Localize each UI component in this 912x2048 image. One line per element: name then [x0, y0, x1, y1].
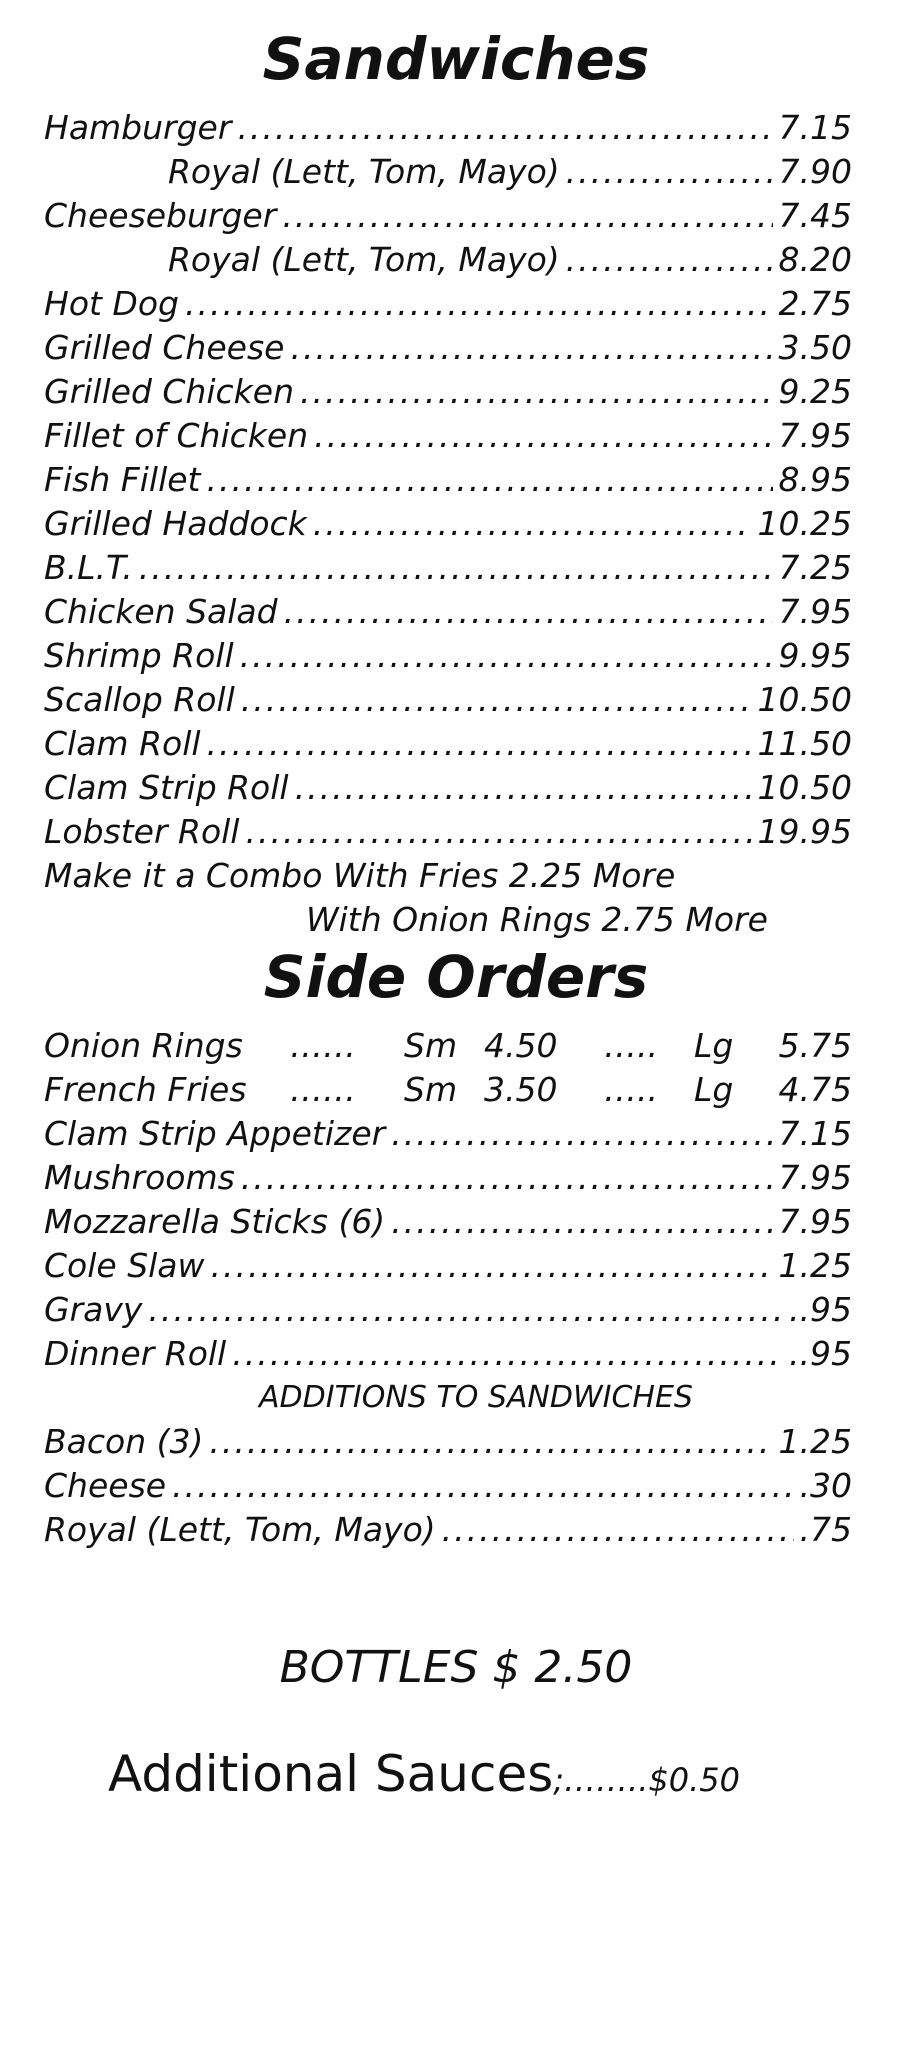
menu-item [44, 724, 852, 764]
menu-item [44, 108, 852, 148]
item-price: 7.90 [778, 152, 852, 191]
menu-item [44, 284, 852, 324]
item-name: Clam Strip Appetizer [44, 1114, 386, 1153]
item-price: 19.95 [757, 812, 852, 851]
item-name: Cheese [44, 1466, 167, 1505]
item-name: Royal (Lett, Tom, Mayo) [168, 240, 560, 279]
menu-item [44, 416, 852, 456]
leader-dots [245, 812, 751, 852]
leader-dots [209, 1422, 772, 1462]
leader-dots [442, 1510, 794, 1550]
leader-dots [282, 196, 772, 236]
item-name: Grilled Cheese [44, 328, 285, 367]
item-name: Clam Strip Roll [44, 768, 289, 807]
leader-dots [295, 768, 752, 808]
item-price: 3.50 [778, 328, 852, 367]
item-price: 9.25 [778, 372, 852, 411]
menu-item [168, 240, 852, 280]
menu-item [44, 1114, 852, 1154]
menu-item [44, 812, 852, 852]
size-small-label: Sm [404, 1026, 458, 1065]
leader-dots [232, 1334, 783, 1374]
additions-heading: ADDITIONS TO SANDWICHES [259, 1380, 693, 1415]
leader-dots: ….. [604, 1070, 658, 1109]
leader-dots [300, 372, 773, 412]
leader-dots [207, 724, 752, 764]
item-price: 11.50 [757, 724, 852, 763]
item-name: Scallop Roll [44, 680, 235, 719]
menu-item [44, 768, 852, 808]
large-price: 5.75 [778, 1026, 852, 1065]
item-price: 7.15 [778, 1114, 852, 1153]
leader-dots [284, 592, 773, 632]
large-price: 4.75 [778, 1070, 852, 1109]
item-name: Grilled Chicken [44, 372, 294, 411]
menu-item [44, 1334, 852, 1374]
item-name: French Fries [44, 1070, 247, 1109]
small-price: 3.50 [484, 1070, 558, 1109]
item-price: ..95 [789, 1334, 852, 1373]
leader-dots [241, 680, 752, 720]
combo-note-onion-rings: With Onion Rings 2.75 More [306, 900, 768, 939]
item-price: .30 [799, 1466, 852, 1505]
menu-item [44, 196, 852, 236]
leader-dots: ….. [604, 1026, 658, 1065]
item-price: ..95 [789, 1290, 852, 1329]
item-name: Bacon (3) [44, 1422, 204, 1461]
small-price: 4.50 [484, 1026, 558, 1065]
item-name: Mushrooms [44, 1158, 235, 1197]
menu-item [44, 1422, 852, 1462]
sauces-label: Additional Sauces [108, 1745, 554, 1803]
item-name: Cheeseburger [44, 196, 277, 235]
leader-dots [241, 1158, 773, 1198]
side-orders-heading: Side Orders [263, 943, 649, 1011]
menu-item [44, 1246, 852, 1286]
item-price: 7.95 [778, 1202, 852, 1241]
leader-dots [206, 460, 772, 500]
sized-item [44, 1070, 852, 1110]
menu-item [44, 680, 852, 720]
item-price: 8.20 [778, 240, 852, 279]
item-name: Dinner Roll [44, 1334, 227, 1373]
item-name: Fish Fillet [44, 460, 201, 499]
leader-dots: …… [290, 1070, 356, 1109]
leader-dots [290, 328, 772, 368]
leader-dots [139, 548, 773, 588]
leader-dots: …… [290, 1026, 356, 1065]
leader-dots [566, 240, 773, 280]
item-name: Lobster Roll [44, 812, 240, 851]
item-price: 7.45 [778, 196, 852, 235]
leader-dots [172, 1466, 793, 1506]
additional-sauces [108, 1744, 740, 1816]
combo-note-fries: Make it a Combo With Fries 2.25 More [44, 856, 676, 895]
item-name: Clam Roll [44, 724, 201, 763]
leader-dots [391, 1114, 772, 1154]
menu-item [44, 460, 852, 500]
leader-dots [148, 1290, 783, 1330]
item-price: 7.95 [778, 416, 852, 455]
item-price: 7.15 [778, 108, 852, 147]
size-large-label: Lg [694, 1026, 734, 1065]
menu-item [44, 372, 852, 412]
item-name: Cole Slaw [44, 1246, 205, 1285]
sized-item [44, 1026, 852, 1066]
sauces-price: $0.50 [648, 1761, 740, 1799]
item-price: 1.25 [778, 1422, 852, 1461]
item-price: 2.75 [778, 284, 852, 323]
item-price: 8.95 [778, 460, 852, 499]
item-name: Mozzarella Sticks (6) [44, 1202, 386, 1241]
item-price: 7.95 [778, 592, 852, 631]
item-price: 7.25 [778, 548, 852, 587]
leader-dots [240, 636, 773, 676]
item-price: 10.50 [757, 768, 852, 807]
menu-item [44, 592, 852, 632]
leader-dots: ;…….. [553, 1761, 649, 1799]
item-price: 9.95 [778, 636, 852, 675]
leader-dots [211, 1246, 773, 1286]
menu-item [44, 548, 852, 588]
leader-dots [314, 416, 772, 456]
item-price: .75 [799, 1510, 852, 1549]
leader-dots [566, 152, 773, 192]
item-name: Hamburger [44, 108, 232, 147]
item-name: Fillet of Chicken [44, 416, 309, 455]
menu-item [44, 1202, 852, 1242]
sandwiches-heading: Sandwiches [262, 25, 650, 93]
menu-item [44, 1290, 852, 1330]
menu-item [44, 1158, 852, 1198]
item-name: Chicken Salad [44, 592, 278, 631]
leader-dots [237, 108, 772, 148]
item-price: 1.25 [778, 1246, 852, 1285]
item-price: 10.50 [757, 680, 852, 719]
item-name: Onion Rings [44, 1026, 243, 1065]
leader-dots [313, 504, 752, 544]
size-large-label: Lg [694, 1070, 734, 1109]
menu-item [44, 504, 852, 544]
menu-item [44, 328, 852, 368]
item-name: Grilled Haddock [44, 504, 307, 543]
bottles-price: BOTTLES $ 2.50 [279, 1642, 633, 1693]
item-name: Royal (Lett, Tom, Mayo) [168, 152, 560, 191]
size-small-label: Sm [404, 1070, 458, 1109]
item-price: 7.95 [778, 1158, 852, 1197]
menu-item [44, 636, 852, 676]
menu-item [168, 152, 852, 192]
item-name: Royal (Lett, Tom, Mayo) [44, 1510, 436, 1549]
item-name: B.L.T. [44, 548, 133, 587]
item-name: Gravy [44, 1290, 143, 1329]
item-price: 10.25 [757, 504, 852, 543]
leader-dots [185, 284, 773, 324]
leader-dots [391, 1202, 772, 1242]
menu-item [44, 1466, 852, 1506]
item-name: Hot Dog [44, 284, 179, 323]
item-name: Shrimp Roll [44, 636, 234, 675]
menu-item [44, 1510, 852, 1550]
